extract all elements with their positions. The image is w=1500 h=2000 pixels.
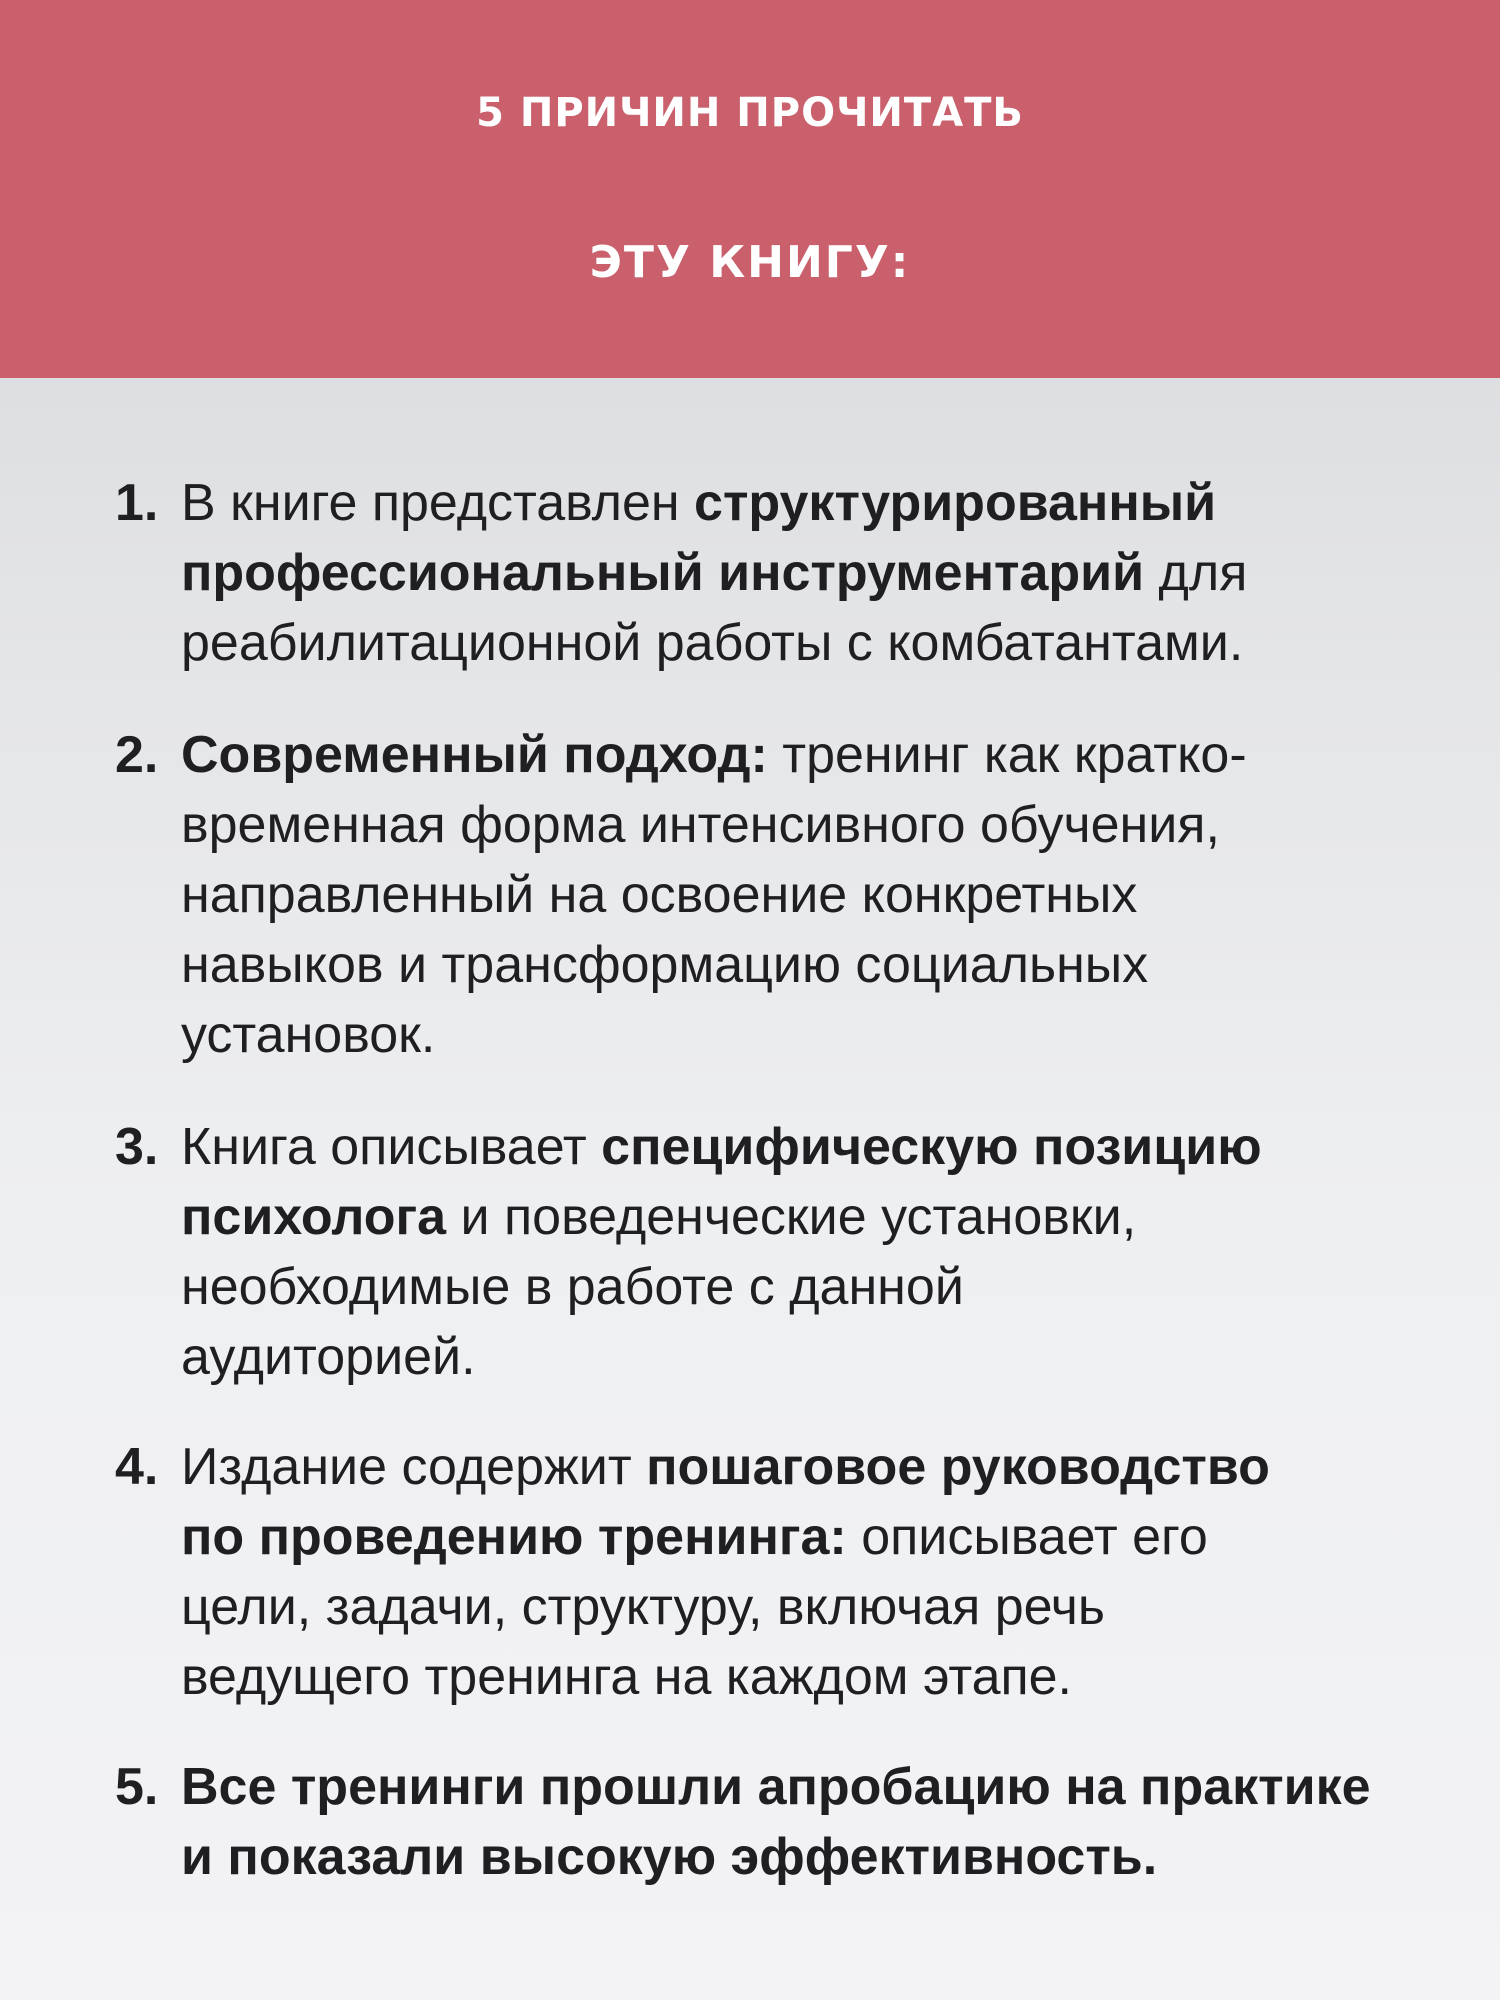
item-text: [181, 1752, 1401, 1892]
emphasized-text: пошаговое руководство: [646, 1438, 1270, 1496]
item-line: [181, 720, 1401, 790]
emphasized-text: профессиональный инструментарий: [181, 544, 1145, 602]
text-segment: Издание содержит: [181, 1438, 647, 1496]
item-line: [181, 538, 1401, 608]
item-text: [181, 1112, 1401, 1392]
item-line: [181, 1572, 1401, 1642]
text-segment: и поведенческие установки,: [446, 1188, 1137, 1246]
item-text: [181, 468, 1401, 678]
item-number: 5.: [115, 1758, 159, 1816]
item-line: [181, 1642, 1401, 1712]
title-line-1: 5 ПРИЧИН ПРОЧИТАТЬ: [476, 90, 1024, 136]
item-number: 4.: [115, 1438, 159, 1496]
emphasized-text: психолога: [181, 1188, 447, 1246]
text-segment: аудиторией.: [181, 1328, 476, 1386]
emphasized-text: Все тренинги прошли апробацию на практике: [181, 1758, 1371, 1816]
item-line: [181, 1000, 1401, 1070]
emphasized-text: по проведению тренинга:: [181, 1508, 847, 1566]
item-line: [181, 790, 1401, 860]
item-line: [181, 1752, 1401, 1822]
item-line: [181, 930, 1401, 1000]
item-number: 1.: [115, 474, 159, 532]
text-segment: необходимые в работе с данной: [181, 1258, 964, 1316]
item-text: [181, 1432, 1401, 1712]
text-segment: направленный на освоение конкретных: [181, 866, 1138, 924]
item-line: [181, 1112, 1401, 1182]
text-segment: реабилитационной работы с комбатантами.: [181, 614, 1244, 672]
item-number: 3.: [115, 1118, 159, 1176]
item-number: 2.: [115, 726, 159, 784]
emphasized-text: Современный подход:: [181, 726, 768, 784]
item-line: [181, 1432, 1401, 1502]
emphasized-text: структурированный: [694, 474, 1217, 532]
text-segment: описывает его: [846, 1508, 1208, 1566]
text-segment: Книга описывает: [181, 1118, 602, 1176]
item-line: [181, 860, 1401, 930]
emphasized-text: специфическую позицию: [601, 1118, 1262, 1176]
emphasized-text: и показали высокую эффективность.: [181, 1828, 1158, 1886]
title-line-2: ЭТУ КНИГУ:: [589, 237, 911, 288]
text-segment: для: [1144, 544, 1248, 602]
item-line: [181, 1502, 1401, 1572]
text-segment: тренинг как кратко-: [767, 726, 1247, 784]
item-line: [181, 1322, 1401, 1392]
text-segment: цели, задачи, структуру, включая речь: [181, 1578, 1105, 1636]
item-line: [181, 608, 1401, 678]
text-segment: навыков и трансформацию социальных: [181, 936, 1149, 994]
item-line: [181, 468, 1401, 538]
text-segment: временная форма интенсивного обучения,: [181, 796, 1220, 854]
text-segment: В книге представлен: [181, 474, 695, 532]
item-line: [181, 1182, 1401, 1252]
text-segment: установок.: [181, 1006, 436, 1064]
item-text: [181, 720, 1401, 1070]
item-line: [181, 1822, 1401, 1892]
item-line: [181, 1252, 1401, 1322]
text-segment: ведущего тренинга на каждом этапе.: [181, 1648, 1073, 1706]
